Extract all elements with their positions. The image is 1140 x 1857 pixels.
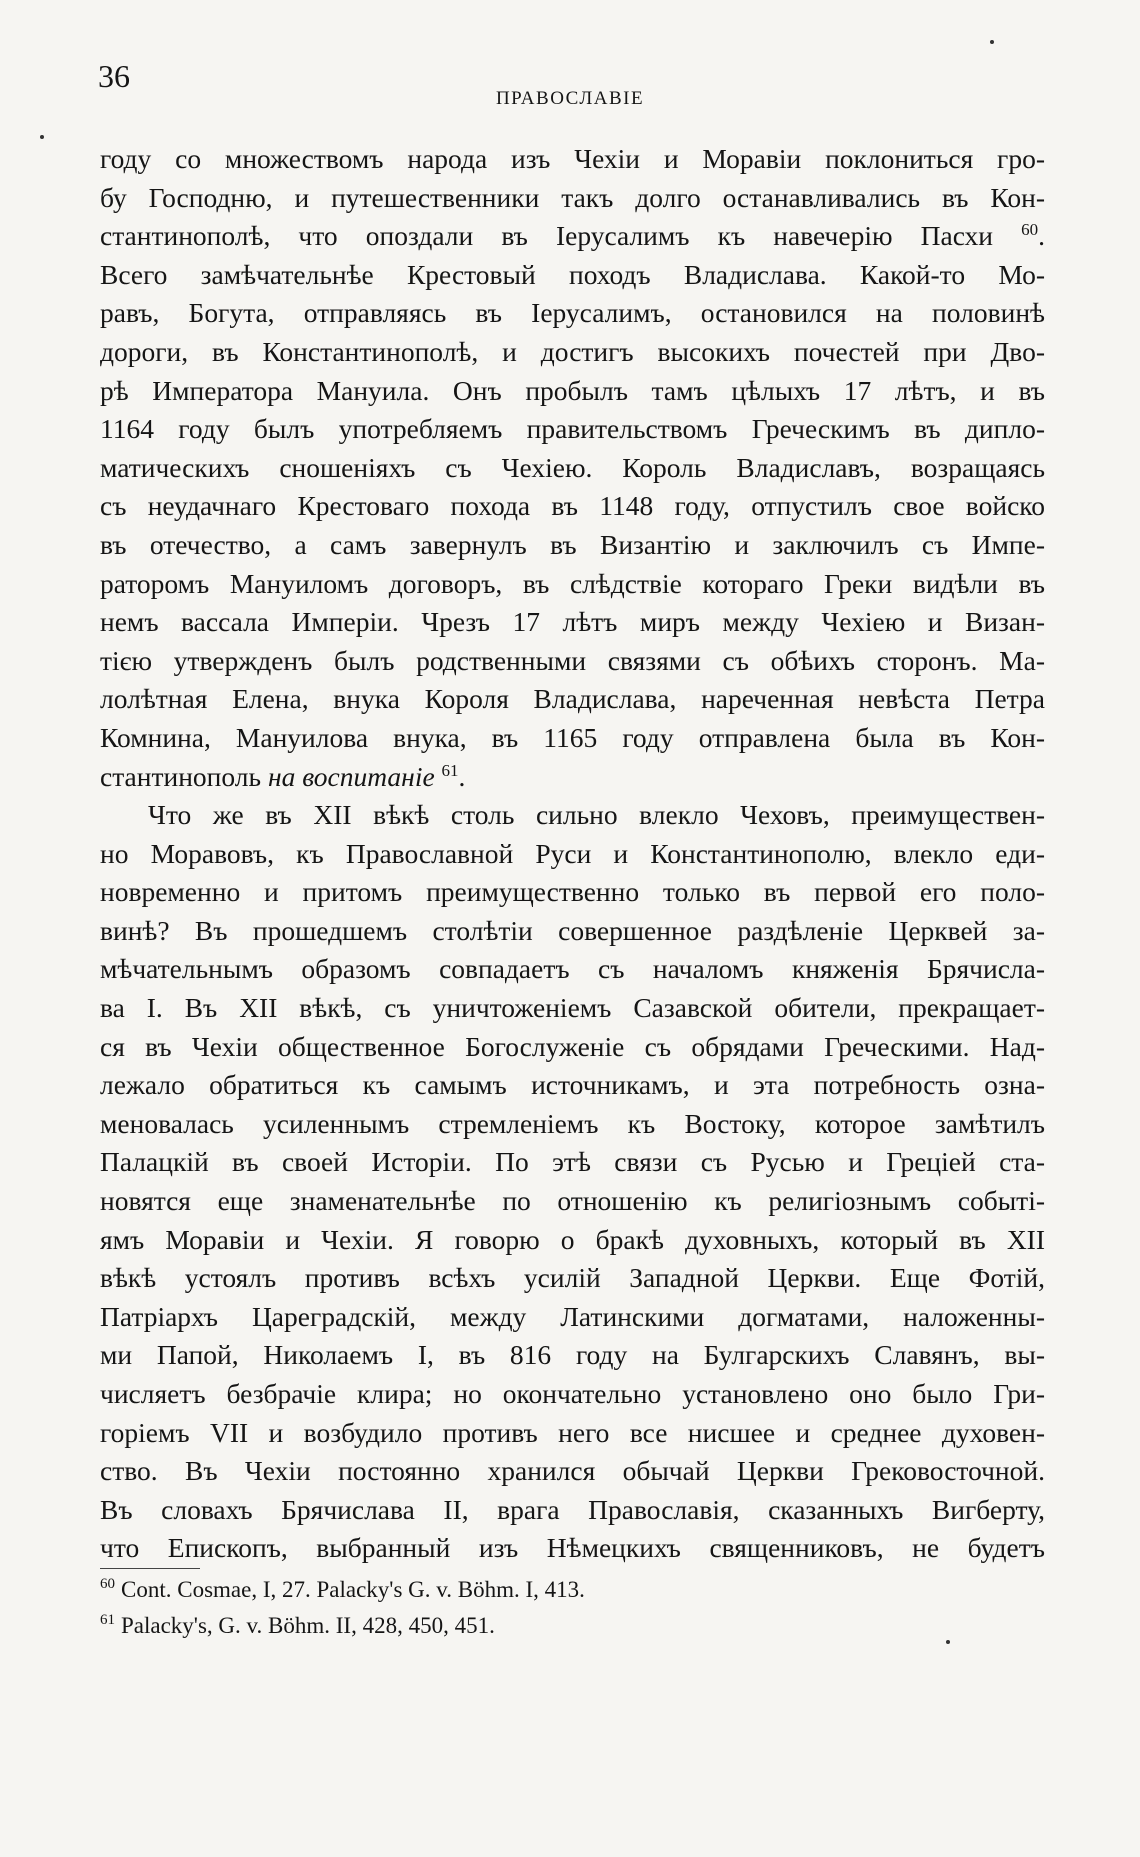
footnote-divider (100, 1568, 200, 1569)
text-line: Въ словахъ Брячислава II, врага Православія, сказанныхъ Вигберту, (100, 1493, 1045, 1525)
footnote-text: Cont. Cosmae, I, 27. Palacky's G. v. Böhm. I, 413. (121, 1577, 585, 1602)
footnote-text: Palacky's, G. v. Böhm. II, 428, 450, 451. (121, 1613, 495, 1638)
italic-phrase: на воспитаніе (267, 760, 435, 792)
running-title: ПРАВОСЛАВІЕ (495, 88, 645, 109)
footnotes (100, 1572, 1045, 1644)
text-line: 1164 году былъ употребляемъ правительствомъ Греческимъ въ дипло- (100, 413, 1045, 445)
footnote (100, 1572, 1045, 1608)
text-line: Комнина, Мануилова внука, въ 1165 году отправлена была въ Кон- (100, 721, 1045, 753)
text-line: новременно и притомъ преимущественно только въ первой его поло- (100, 876, 1045, 908)
scan-speck (946, 1640, 950, 1644)
text-line: горіемъ VII и возбудило противъ него все нисшее и среднее духовен- (100, 1416, 1045, 1448)
text-line: году со множествомъ народа изъ Чехіи и Моравіи поклониться гро- (100, 143, 1045, 174)
text-line: числяетъ безбрачіе клира; но окончательно установлено оно было Гри- (100, 1378, 1045, 1409)
paragraph (100, 796, 1045, 1568)
text-line: бу Господню, и путешественники такъ долго останавливались въ Кон- (100, 181, 1045, 213)
footnote-mark: 60 (100, 1576, 115, 1593)
text-line: вѣкѣ устоялъ противъ всѣхъ усилій Западной Церкви. Еще Фотій, (100, 1262, 1045, 1294)
text-line: стантинополѣ, что опоздали въ Іерусалимъ къ навечерію Пасхи $^{60}$. (100, 220, 1045, 252)
text-line: ва I. Въ XII вѣкѣ, съ уничтоженіемъ Сазавской обители, прекращает- (100, 992, 1045, 1024)
page-number: 36 (98, 58, 130, 94)
text-line: рѣ Императора Мануила. Онъ пробылъ тамъ цѣлыхъ 17 лѣтъ, и въ (100, 374, 1045, 406)
text-line: равъ, Богута, отправляясь въ Іерусалимъ, остановился на половинѣ (100, 297, 1045, 329)
scan-speck (40, 135, 44, 139)
text-line: лежало обратиться къ самымъ источникамъ, и эта потребность озна- (100, 1069, 1045, 1101)
text-line: ство. Въ Чехіи постоянно хранился обычай Церкви Грековосточной. (100, 1455, 1045, 1487)
text-line: новятся еще знаменательнѣе по отношенію къ религіознымъ событі- (100, 1185, 1045, 1217)
text-line: лолѣтная Елена, внука Короля Владислава, нареченная невѣста Петра (100, 683, 1045, 715)
text-line: съ неудачнаго Крестоваго похода въ 1148 году, отпустилъ свое войско (100, 490, 1045, 522)
text-line: немъ вассала Имперіи. Чрезъ 17 лѣтъ миръ между Чехіею и Визан- (100, 606, 1045, 638)
text-line: дороги, въ Константинополѣ, и достигъ высокихъ почестей при Дво- (100, 335, 1045, 367)
footnote-mark: 61 (100, 1612, 115, 1629)
paragraph (100, 140, 1045, 796)
scan-speck (990, 40, 994, 44)
text-line: винѣ? Въ прошедшемъ столѣтіи совершенное раздѣленіе Церквей за- (100, 914, 1045, 946)
footnote-ref[interactable]: 61 (441, 760, 459, 780)
text-line: Палацкій въ своей Исторіи. По этѣ связи съ Русью и Греціей ста- (100, 1146, 1045, 1178)
text-line: но Моравовъ, къ Православной Руси и Константинополю, влекло еди- (100, 837, 1045, 869)
footnote-ref[interactable]: 60 (1021, 220, 1039, 240)
text-line: тією утвержденъ былъ родственными связями съ обѣихъ сторонъ. Ма- (100, 644, 1045, 676)
footnote (100, 1608, 1045, 1644)
text-line: Патріархъ Цареградскій, между Латинскими догматами, наложенны- (100, 1300, 1045, 1332)
body-text (100, 140, 1045, 1568)
text-line: матическихъ сношеніяхъ съ Чехіею. Король Владиславъ, возращаясь (100, 451, 1045, 483)
text-line: ямъ Моравіи и Чехіи. Я говорю о бракѣ духовныхъ, который въ XII (100, 1223, 1045, 1255)
text-line: раторомъ Мануиломъ договоръ, въ слѣдствіе котораго Греки видѣли въ (100, 567, 1045, 599)
text-line: стантинополь на воспитаніе $^{61}$. (100, 760, 466, 792)
text-line: Всего замѣчательнѣе Крестовый походъ Владислава. Какой-то Мо- (100, 258, 1045, 290)
text-line: ся въ Чехіи общественное Богослуженіе съ обрядами Греческими. Над- (100, 1030, 1045, 1062)
text-line: мѣчательнымъ образомъ совпадаетъ съ началомъ княженія Брячисла- (100, 953, 1045, 985)
text-line: ми Папой, Николаемъ I, въ 816 году на Булгарскихъ Славянъ, вы- (100, 1339, 1045, 1371)
text-line: что Епископъ, выбранный изъ Нѣмецкихъ священниковъ, не будетъ (100, 1532, 1045, 1564)
text-line: Что же въ XII вѣкѣ столь сильно влекло Чеховъ, преимуществен- (148, 799, 1045, 831)
text-line: въ отечество, а самъ завернулъ въ Византію и заключилъ съ Импе- (100, 528, 1045, 560)
text-line: меновалась усиленнымъ стремленіемъ къ Востоку, которое замѣтилъ (100, 1107, 1045, 1139)
